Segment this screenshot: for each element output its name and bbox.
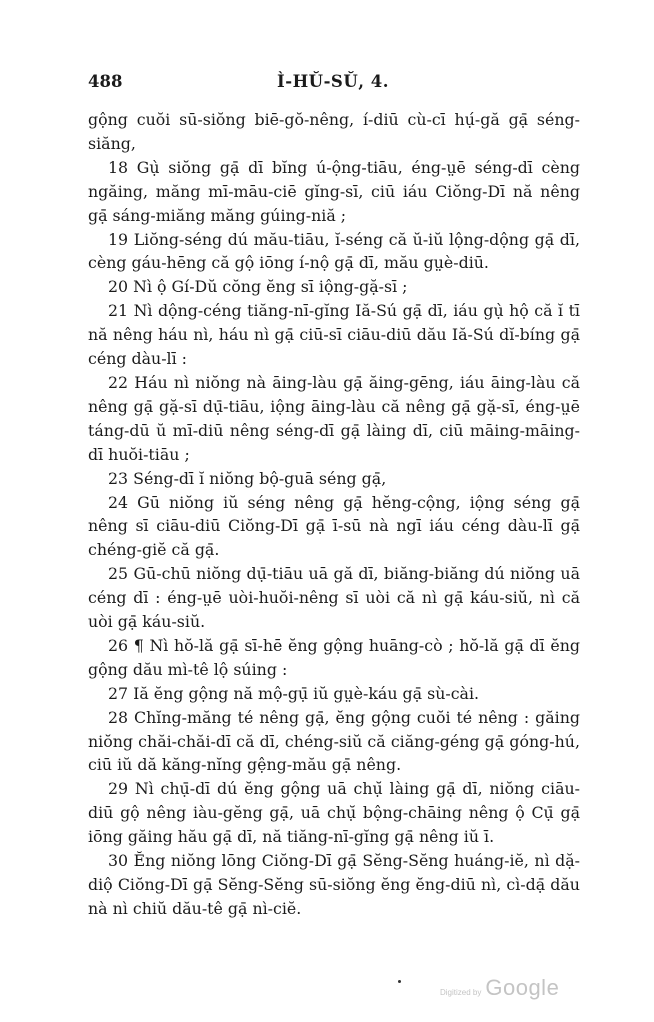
verse-30: 30 Ĕng niŏng lōng Ciŏng-Dī gạ̄ Sĕng-Sĕng huáng-iĕ, nì dặ-diộ Ciŏng-Dī gạ̄ Sĕng-Sĕng sū-siŏng ĕng ĕng-diū nì, cì-dạ̄ dău nà nì chiŭ dău-tê gạ̄ nì-ciĕ. <box>88 851 580 918</box>
verse-23: 23 Séng-dī ĭ niŏng bộ-guā séng gạ̄, <box>108 468 387 488</box>
verse-22: 22 Háu nì niŏng nà āing-làu gạ̄ ăing-gēng, iáu āing-làu că nêng gạ̄ gặ-sī dụ̄-tiāu, iộng āing-làu că nêng gạ̄ gặ-sī, éng-ṳē táng-dū ŭ mī-diū nêng séng-dī gạ̄ làing dī, ciū māing-māing-dī huŏi-tiāu ; <box>88 372 580 464</box>
google-watermark <box>440 975 559 1001</box>
verse-20: 20 Nì ộ Gí-Dŭ cŏng ĕng sī iộng-gặ-sī ; <box>108 277 408 297</box>
verse-18: 18 Gụ̀ siŏng gạ̄ dī bĭng ú-ộng-tiāu, éng-ṳē séng-dī cèng ngăing, măng mī-māu-ciē gĭng-sī, ciū iáu Ciŏng-Dī nă nêng gạ̄ sáng-miăng măng gúing-niă ; <box>88 157 580 225</box>
verse-19: 19 Liŏng-séng dú mău-tiāu, ĭ-séng că ŭ-iŭ lộng-dộng gạ̄ dī, cèng gáu-hēng că gộ iōng í-nộ gạ̄ dī, mău gṳè-diū. <box>88 229 580 273</box>
running-title: Ì-HŬ-SŬ, 4. <box>277 72 389 91</box>
verse-25: 25 Gū-chū niŏng dụ̄-tiāu uā gă dī, biăng-biăng dú niŏng uā céng dī : éng-ṳē uòi-huŏi-nêng sī uòi că nì gạ̄ káu-siŭ, nì că uòi gạ̄ káu-siŭ. <box>88 564 580 632</box>
verse-27: 27 Iă ĕng gộng nă mộ-gụ̄ iŭ gṳè-káu gạ̄ sù-cài. <box>108 683 480 703</box>
verse-29: 29 Nì chụ̄-dī dú ĕng gộng uā chụ̆ làing gạ̄ dī, niŏng ciāu-diū gộ nêng iàu-gĕng gạ̄, uā chụ̆ bộng-chāing nêng ộ Cụ̄ gạ̄ iōng găing hău gạ̄ dī, nă tiăng-nī-gĭng gạ̄ nêng iŭ ī. <box>88 779 580 847</box>
paragraph-continuation: gộng cuŏi sū-siŏng biē-gŏ-nêng, í-diū cù-cī hụ́-gă gạ̄ séng-siăng, <box>88 110 580 153</box>
running-header <box>88 72 578 96</box>
page-number: 488 <box>88 72 123 91</box>
verse-24: 24 Gū niŏng iŭ séng nêng gạ̄ hĕng-cộng, iộng séng gạ̄ nêng sī ciāu-diū Ciŏng-Dī gạ̄ ī-sū nà ngī iáu céng dàu-lī gạ̄ chéng-giĕ că gạ̄. <box>88 492 580 560</box>
verse-26: 26 ¶ Nì hŏ-lă gạ̄ sī-hē ĕng gộng huāng-cò ; hŏ-lă gạ̄ dī ĕng gộng dău mì-tê lộ súing : <box>88 635 580 679</box>
stray-dot <box>398 980 401 983</box>
verse-21: 21 Nì dộng-céng tiăng-nī-gĭng Iă-Sú gạ̄ dī, iáu gụ̀ hộ că ĭ tī nă nêng háu nì, háu nì gạ̄ ciū-sī ciāu-diū dău Iă-Sú dĭ-bíng gạ̄ céng dàu-lī : <box>88 301 580 369</box>
body-text <box>88 108 580 921</box>
verse-28: 28 Chĭng-măng té nêng gạ̄, ĕng gộng cuŏi té nêng : găing niŏng chăi-chăi-dī că dī, chéng-siŭ că ciăng-géng gạ̄ góng-hú, ciū iŭ dă kăng-nĭng gệng-mău gạ̄ nêng. <box>88 707 580 775</box>
watermark-small-text: Digitized by <box>440 988 482 997</box>
watermark-brand: Google <box>485 975 560 1000</box>
